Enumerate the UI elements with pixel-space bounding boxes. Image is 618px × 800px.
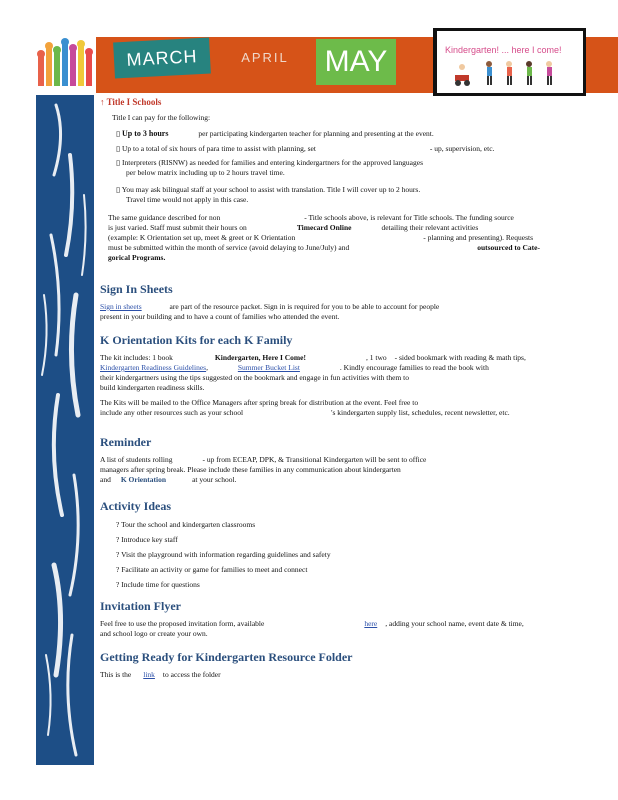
kits-heading: K Orientation Kits for each K Family: [100, 333, 293, 347]
readiness-guidelines-link[interactable]: Kindergarten Readiness Guidelines: [100, 363, 207, 372]
children-illustration: [449, 59, 569, 87]
list-item: ? Visit the playground with information regarding guidelines and safety: [116, 550, 331, 559]
month-may: MAY: [316, 39, 396, 85]
resource-folder-link[interactable]: link: [143, 670, 155, 679]
kindergarten-logo: [433, 28, 586, 96]
bullet-icon: ▯: [116, 129, 123, 138]
month-april: APRIL: [241, 50, 289, 65]
sign-in-heading: Sign In Sheets: [100, 282, 173, 296]
hands-illustration: [36, 38, 94, 90]
list-item: ▯ Up to a total of six hours of para time to assist with planning, set - up, supervision, etc.: [116, 144, 495, 153]
arrow-icon: ↑: [100, 97, 107, 107]
kits-text: The kit includes: 1 book Kindergarten, Here I Come! , 1 two - sided bookmark with reading & math tips, Kindergarten Readiness Guidelines, Summer Bucket List . Kindly encourage families to read the book with their kindergartners using the tips suggested on the bookmark and engage in fun activities with them to build kindergarten readiness skills. The Kits will be mailed to the Office Managers after spring break for distribution at the event. Feel free to include any other resources such as your school 's kindergarten supply list, schedules, recent newsletter, etc.: [100, 353, 526, 417]
list-item: ? Tour the school and kindergarten classrooms: [116, 520, 256, 529]
summer-bucket-list-link[interactable]: Summer Bucket List: [237, 363, 300, 372]
flyer-heading: Invitation Flyer: [100, 599, 181, 613]
bullet-icon: ?: [116, 580, 122, 589]
bullet-icon: ▯: [116, 158, 123, 167]
reminder-heading: Reminder: [100, 435, 152, 449]
folder-text: This is the link to access the folder: [100, 670, 221, 679]
sign-in-text: Sign in sheets are part of the resource packet. Sign in is required for you to be able to account for people present in your building and to have a count of families who attended the event.: [100, 302, 440, 321]
list-item: ? Introduce key staff: [116, 535, 178, 544]
flyer-text: Feel free to use the proposed invitation form, available here , adding your school name, event date & time, and school logo or create your own.: [100, 619, 524, 638]
title-schools-section: [100, 97, 570, 107]
invitation-here-link[interactable]: here: [364, 619, 378, 628]
reminder-text: A list of students rolling - up from ECEAP, DPK, & Transitional Kindergarten will be sent to office managers after spring break. Please include these families in any communication about kindergarten and K Orientation at your school.: [100, 455, 427, 484]
title-intro: Title I can pay for the following:: [112, 113, 211, 122]
bullet-icon: ▯: [116, 185, 122, 194]
activity-heading: Activity Ideas: [100, 499, 171, 513]
logo-text: Kindergarten! ... here I come!: [445, 45, 562, 55]
bullet-icon: ▯: [116, 144, 123, 153]
list-item: ? Include time for questions: [116, 580, 200, 589]
bullet-icon: ?: [116, 535, 122, 544]
title-schools-heading: Title I Schools: [106, 97, 162, 107]
activity-list: [116, 520, 516, 595]
list-item: ▯ Interpreters (RISNW) as needed for families and entering kindergartners for the approved languages per below matrix including up to 2 hours travel time.: [116, 158, 424, 177]
folder-heading: Getting Ready for Kindergarten Resource Folder: [100, 650, 353, 664]
sign-in-sheets-link[interactable]: Sign in sheets: [100, 302, 142, 311]
sidebar-streaks: [36, 95, 94, 765]
month-march: MARCH: [113, 38, 211, 79]
bullet-icon: ?: [116, 550, 122, 559]
list-item: ? Facilitate an activity or game for families to meet and connect: [116, 565, 308, 574]
bullet-icon: ?: [116, 520, 122, 529]
sidebar-decoration: [36, 95, 94, 765]
list-item: ▯ You may ask bilingual staff at your school to assist with translation. Title I will cover up to 2 hours. Travel time would not apply in this case.: [116, 185, 421, 204]
list-item: ▯ Up to 3 hours per participating kindergarten teacher for planning and presenting at the event.: [116, 129, 434, 138]
title-paragraph: The same guidance described for non - Title schools above, is relevant for Title schools. The funding source is just varied. Staff must submit their hours on Timecard Online detailing their relevant activities (example: K Orientation set up, meet & greet or K Orientation - planning and presenting). Requests must be submitted within the month of service (avoid delaying to June/July) and outsourced to Cate- gorical Programs.: [108, 213, 540, 262]
bullet-icon: ?: [116, 565, 122, 574]
